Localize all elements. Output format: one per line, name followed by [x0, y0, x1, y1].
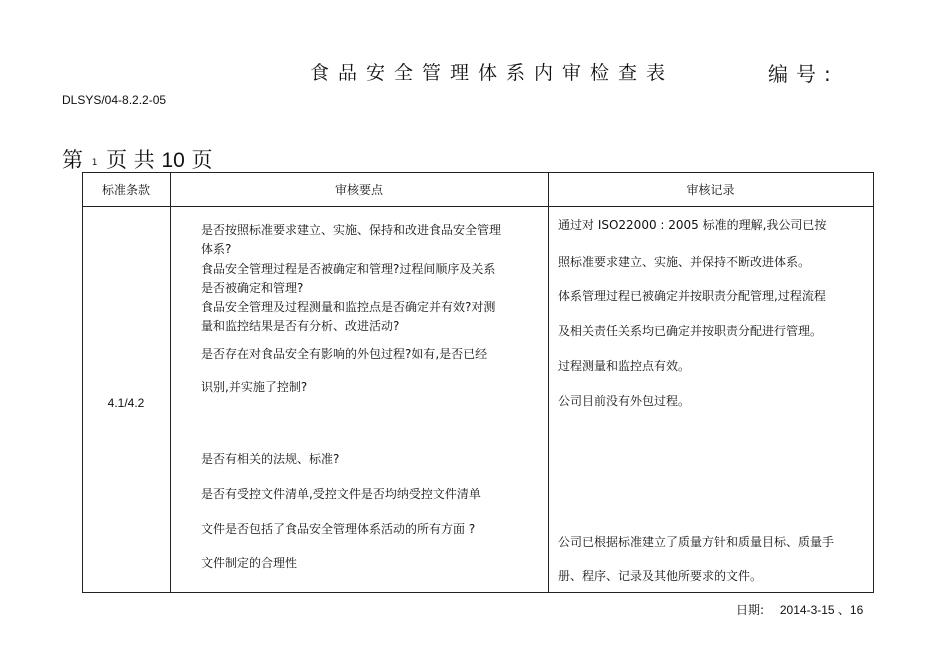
- page-indicator: [62, 144, 213, 174]
- column-header-records: 审核记录: [686, 182, 735, 197]
- column-header-points: 审核要点: [334, 182, 383, 197]
- audit-point-line: 文件制定的合理性: [201, 556, 298, 570]
- page-prefix: 第: [62, 148, 83, 172]
- audit-point-line: 是否有相关的法规、标准?: [201, 452, 340, 466]
- audit-point-line: 食品安全管理过程是否被确定和管理?过程间顺序及关系: [201, 262, 496, 276]
- page-total: 10: [161, 149, 185, 172]
- page-middle: 页 共: [106, 148, 155, 172]
- clause-cell: 4.1/4.2: [107, 396, 145, 410]
- table-border-left: [82, 172, 83, 593]
- audit-point-line: 文件是否包括了食品安全管理体系活动的所有方面 ?: [201, 522, 476, 536]
- date-line: [736, 601, 863, 618]
- audit-record-line: 体系管理过程已被确定并按职责分配管理,过程流程: [558, 289, 826, 303]
- document-code: DLSYS/04-8.2.2-05: [62, 93, 167, 107]
- table-header-divider: [82, 206, 874, 207]
- audit-point-line: 食品安全管理及过程测量和监控点是否确定并有效?对测: [201, 300, 496, 314]
- audit-record-line: 过程测量和监控点有效。: [558, 359, 691, 373]
- audit-point-line: 体系?: [201, 242, 232, 256]
- audit-record-line: 公司已根据标准建立了质量方针和质量目标、质量手: [558, 535, 835, 549]
- audit-point-line: 是否存在对食品安全有影响的外包过程?如有,是否已经: [201, 347, 488, 361]
- page-current: 1: [91, 158, 98, 168]
- table-border-right: [873, 172, 874, 593]
- audit-record-line: 及相关责任关系均已确定并按职责分配进行管理。: [558, 324, 823, 338]
- table-col-divider-2: [548, 172, 549, 593]
- audit-point-line: 量和监控结果是否有分析、改进活动?: [201, 319, 400, 333]
- audit-point-line: 是否被确定和管理?: [201, 281, 304, 295]
- audit-point-line: 是否按照标准要求建立、实施、保持和改进食品安全管理: [201, 223, 502, 237]
- date-value: 2014-3-15 、16: [779, 603, 864, 617]
- audit-record-line: 通过对 ISO22000 : 2005 标准的理解,我公司已按: [558, 218, 827, 232]
- table-col-divider-1: [170, 172, 171, 593]
- audit-record-line: 照标准要求建立、实施、并保持不断改进体系。: [558, 255, 811, 269]
- page-title: 食品安全管理体系内审检查表: [310, 62, 675, 84]
- audit-record-line: 公司目前没有外包过程。: [558, 394, 691, 408]
- audit-point-line: 识别,并实施了控制?: [201, 380, 308, 394]
- audit-record-line: 册、程序、记录及其他所要求的文件。: [558, 569, 763, 583]
- number-label: 编号:: [768, 62, 839, 86]
- audit-point-line: 是否有受控文件清单,受控文件是否均纳受控文件清单: [201, 487, 481, 501]
- table-border-bottom: [82, 592, 874, 593]
- date-label: 日期:: [736, 603, 765, 617]
- page-suffix: 页: [191, 148, 213, 172]
- column-header-clause: 标准条款: [101, 182, 150, 197]
